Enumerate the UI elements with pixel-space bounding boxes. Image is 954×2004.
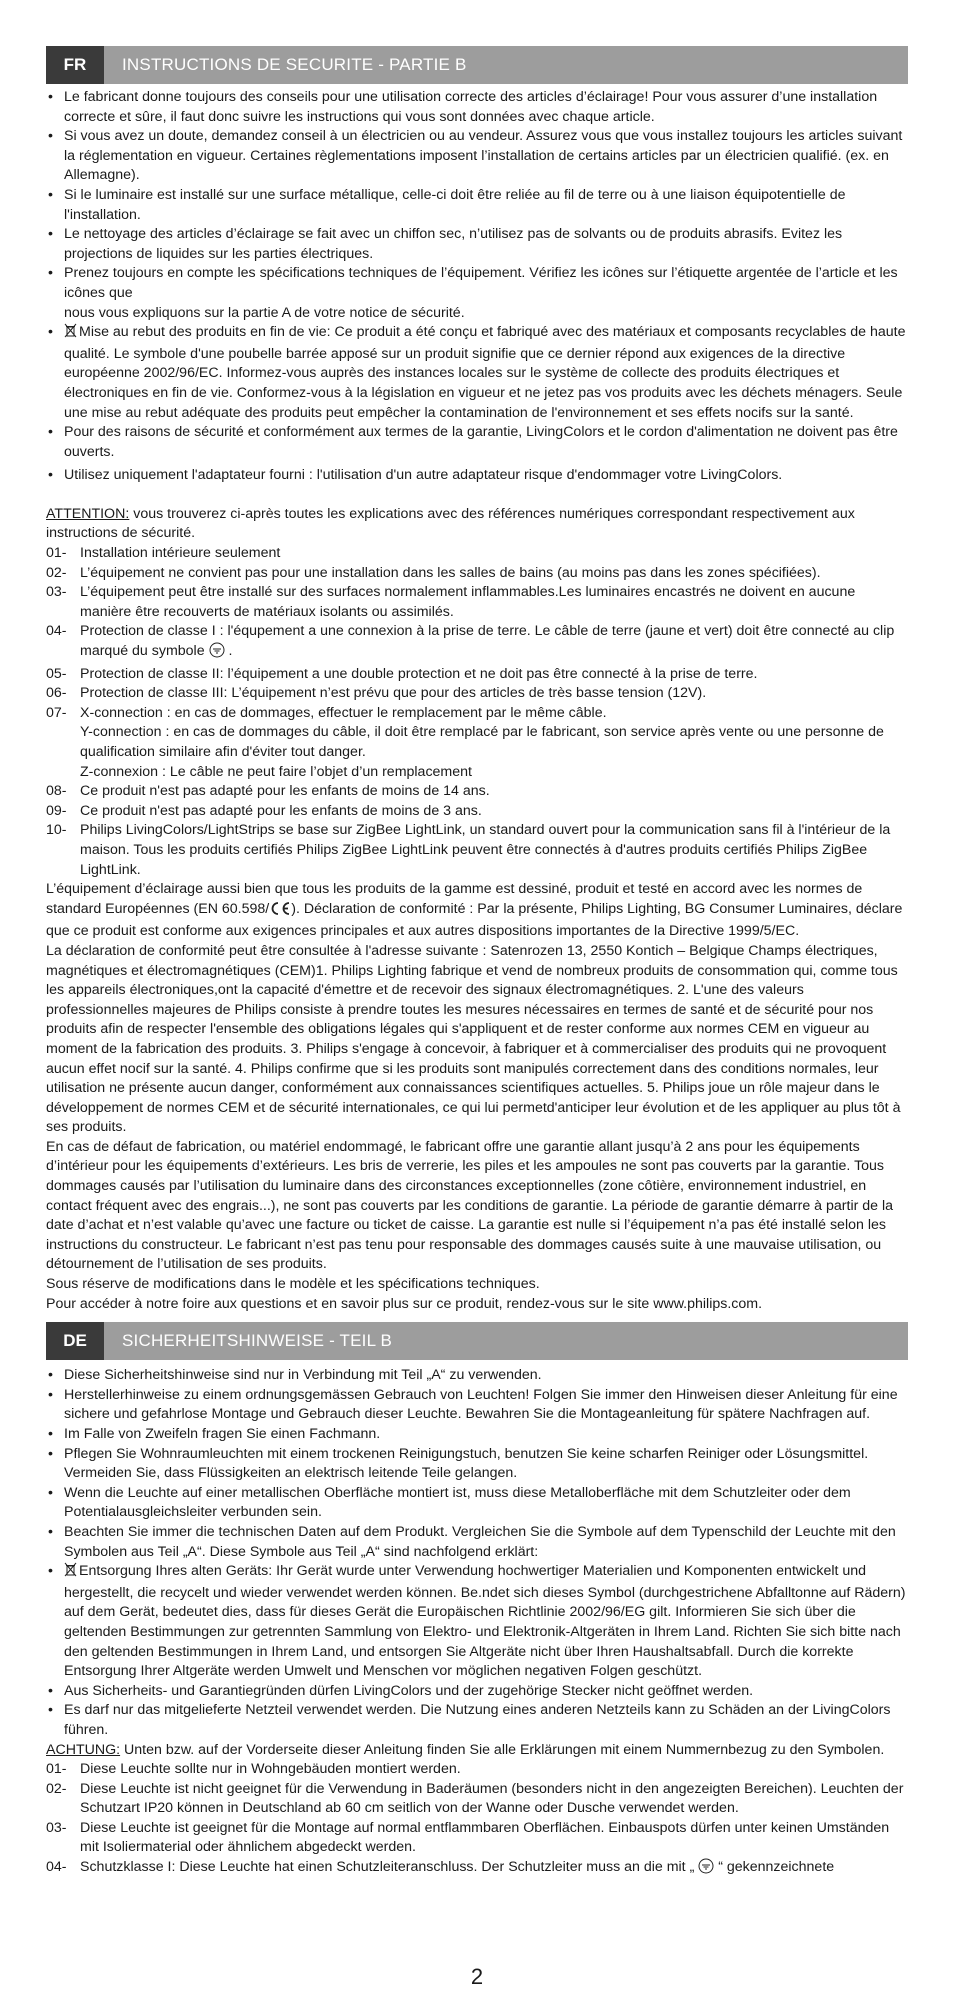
- fr-item-10: 10- Philips LivingColors/LightStrips se base sur ZigBee LightLink, un standard ouvert pour la communication sans fil à l'intérieur de la maison. Tous les produits certifiés Philips ZigBee LightLink peuvent être connectés à d'autres produits certifiés Philips ZigBee LightLink.: [46, 822, 891, 878]
- de-attention: [46, 1741, 908, 1761]
- section-header-de: [46, 1322, 908, 1360]
- crossed-out-bin-icon: [64, 323, 77, 345]
- fr-item-06: 06- Protection de classe III: L’équipement n’est prévu que pour des articles de très basse tension (12V).: [46, 685, 707, 702]
- earth-ground-icon: [209, 642, 225, 665]
- de-item-03: 03- Diese Leuchte ist geeignet für die Montage auf normal entflammbaren Oberflächen. Einbauspots dürfen unter keinen Umständen mit Isoliermaterial oder ähnlichem abgedeckt werden.: [46, 1819, 890, 1856]
- fr-item-07-z: Z-connexion : Le câble ne peut faire l’objet d’un remplacement: [80, 763, 472, 780]
- fr-attention: [46, 505, 908, 544]
- earth-ground-icon: [698, 1858, 714, 1881]
- de-bullet: • Wenn die Leuchte auf einer metallischen Oberfläche montiert ist, muss diese Metalloberfläche mit dem Schutzleiter oder dem Potentialausgleichsleiter verbunden sein.: [46, 1484, 908, 1523]
- fr-attention-label: ATTENTION:: [46, 505, 130, 522]
- de-bullet: • Aus Sicherheits- und Garantiegründen dürfen LivingColors und der zugehörige Stecker nicht geöffnet werden.: [46, 1682, 908, 1702]
- fr-item-03: 03- L’équipement peut être installé sur des surfaces normalement inflammables.Les luminaires encastrés ne doivent en aucune manière être recouverts de matériaux isolants ou assimilés.: [46, 584, 856, 620]
- fr-paragraph: Pour accéder à notre foire aux questions et en savoir plus sur ce produit, rendez-vous sur le site www.philips.com.: [46, 1295, 763, 1312]
- de-attention-label: ACHTUNG:: [46, 1741, 121, 1758]
- fr-attention-text: vous trouverez ci-après toutes les explications avec des références numériques correspondant respectivement aux instructions de sécurité.: [46, 505, 855, 542]
- fr-paragraph: Sous réserve de modifications dans le modèle et les spécifications techniques.: [46, 1276, 540, 1293]
- fr-item-07-y: Y-connection : en cas de dommages du câble, il doit être remplacé par le fabricant, son service après vente ou une personne de qualification similaire afin d'éviter tout danger.: [80, 724, 884, 760]
- de-attention-text: Unten bzw. auf der Vorderseite dieser Anleitung finden Sie alle Erklärungen mit einem Nummernbezug zu den Symbolen.: [120, 1741, 885, 1758]
- de-item-01: 01- Diese Leuchte sollte nur in Wohngebäuden montiert werden.: [46, 1761, 461, 1778]
- fr-disposal-bullet: [46, 323, 908, 423]
- fr-bullet: • Le nettoyage des articles d’éclairage se fait avec un chiffon sec, n’utilisez pas de solvants ou de produits abrasifs. Evitez les projections de liquides sur les parties électriques.: [46, 225, 908, 264]
- fr-bullet: • Utilisez uniquement l'adaptateur fourni : l'utilisation d'un autre adaptateur risque d'endommager votre LivingColors.: [46, 466, 908, 486]
- de-item-04: 04- Schutzklasse I: Diese Leuchte hat einen Schutzleiteranschluss. Der Schutzleiter muss an die mit „ “ gekennzeichnete: [46, 1858, 908, 1881]
- fr-item-02: 02- L’équipement ne convient pas pour une installation dans les salles de bains (au moins pas dans les zones spécifiées).: [46, 564, 821, 581]
- fr-bullet: • Prenez toujours en compte les spécifications techniques de l’équipement. Vérifiez les icônes sur l’étiquette argentée de l’article et les icônes que: [46, 264, 908, 303]
- manual-page: [46, 46, 908, 1881]
- fr-item-01: 01- Installation intérieure seulement: [46, 545, 281, 562]
- fr-item-08: 08- Ce produit n'est pas adapté pour les enfants de moins de 14 ans.: [46, 783, 490, 800]
- fr-paragraph: La déclaration de conformité peut être consultée à l'adresse suivante : Satenrozen 13, 2550 Kontich – Belgique Champs électriques, magnétiques et électromagnétiques (CEM)1. Philips Lighting fabrique et vend de nombreux produits de consommation qui, comme tous les appareils électroniques,ont la capacité d'émettre et de recevoir des signaux électromagnétiques. 2. L'une des valeurs professionnelles majeures de Philips consiste à prendre toutes les mesures nécessaires en termes de santé et de sécurité pour nos produits afin de respecter l'ensemble des obligations légales qui s'appliquent et de rester conforme aux normes CEM en vigueur au moment de la fabrication des produits. 3. Philips s'engage à concevoir, à fabriquer et à commercialiser des produits qui ne provoquent aucun effet nocif sur la santé. 4. Philips confirme que si les produits sont manipulés correctement dans des conditions normales, leur utilisation ne présente aucun danger, conformément aux connaissances scientifiques actuelles. 5. Philips joue un rôle majeur dans le développement de normes CEM et de sécurité internationales, ce qui lui permetd'anticiper leur évolution et de les appliquer au plus tôt à ses produits.: [46, 942, 901, 1136]
- fr-bullet: • Pour des raisons de sécurité et conformément aux termes de la garantie, LivingColors et le cordon d'alimentation ne doivent pas être ouverts.: [46, 423, 908, 462]
- fr-bullet: • Si le luminaire est installé sur une surface métallique, celle-ci doit être reliée au fil de terre ou à une liaison équipotentielle de l'installation.: [46, 186, 908, 225]
- fr-disposal-text: Mise au rebut des produits en fin de vie: Ce produit a été conçu et fabriqué avec des matériaux et composants recyclables de haute qualité. Le symbole d'une poubelle barrée apposé sur un produit signifie que ce dernier répond aux exigences de la directive européenne 2002/96/EC. Informez-vous auprès des instances locales sur le système de collecte des produits électriques et électroniques en fin de vie. Conformez-vous à la législation en vigueur et ne jetez pas vos produits avec les déchets ménagers. Seule une mise au rebut adéquate des produits peut empêcher la contamination de l'environnement et ses effets nocifs sur la santé.: [64, 324, 906, 421]
- section-header-fr: [46, 46, 908, 84]
- fr-paragraph: En cas de défaut de fabrication, ou matériel endommagé, le fabricant offre une garantie allant jusqu’à 2 ans pour les équipements d’intérieur pour les équipements d’extérieurs. Les bris de verrerie, les piles et les ampoules ne sont pas couverts par la garantie. Tous dommages causés par l’utilisation du luminaire dans des circonstances exceptionnelles (zone côtière, environnement industriel, en contact fréquent avec des engrais...), ne sont pas couverts par les conditions de garantie. La période de garantie démarre à partir de la date d’achat et n’est valable qu’avec une facture ou ticket de caisse. La garantie est nulle si l’équipement n’a pas été installé selon les instructions du constructeur. Le fabricant n’est pas tenu pour responsable des dommages causés suite à une mauvaise utilisation, ou détournement de l’utilisation de ses produits.: [46, 1138, 894, 1273]
- de-disposal-text: Entsorgung Ihres alten Geräts: Ihr Gerät wurde unter Verwendung hochwertiger Materialien und Komponenten entwickelt und hergestellt, die recycelt und wieder verwendet werden können. Be.ndet sich dieses Symbol (durchgestrichene Abfalltonne auf Rädern) auf dem Gerät, bedeutet dies, dass für dieses Gerät die Europäischen Richtlinie 2002/96/EG gilt. Informieren Sie sich über die geltenden Bestimmungen zur getrennten Sammlung von Elektro- und Elektronik-Altgeräten in Ihrem Land. Richten Sie sich bitte nach den geltenden Bestimmungen in Ihrem Land, und entsorgen Sie Altgeräte nicht über Ihren Haushaltsabfall. Durch die korrekte Entsorgung Ihrer Altgeräte werden Umwelt und Menschen vor möglichen negativen Folgen geschützt.: [64, 1563, 906, 1680]
- de-body: [46, 1366, 908, 1880]
- fr-item-05: 05- Protection de classe II: l’équipement a une double protection et ne doit pas être connecté à la prise de terre.: [46, 665, 758, 682]
- page-number: 2: [470, 1964, 484, 1989]
- fr-bullet: • Si vous avez un doute, demandez conseil à un électricien ou au vendeur. Assurez vous que vous installez toujours les articles suivant la réglementation en vigueur. Certaines règlementations imposent l’installation de certains articles par un électricien qualifié. (ex. en Allemagne).: [46, 127, 908, 186]
- fr-item-07: 07- X-connection : en cas de dommages, effectuer le remplacement par le même câble.: [46, 704, 607, 721]
- fr-bullet: • Le fabricant donne toujours des conseils pour une utilisation correcte des articles d’éclairage! Pour vous assurer d’une installation correcte et sûre, il faut donc suivre les instructions qui vous sont données avec chaque article.: [46, 88, 908, 127]
- ce-mark-icon: [269, 901, 291, 923]
- fr-bullet-continuation: nous vous expliquons sur la partie A de votre notice de sécurité.: [64, 304, 465, 321]
- de-item-02: 02- Diese Leuchte ist nicht geeignet für die Verwendung in Baderäumen (besonders nicht in den angezeigten Bereichen). Leuchten der Schutzart IP20 können in Deutschland ab 60 cm seitlich von der Wanne oder Dusche verwendet werden.: [46, 1780, 904, 1817]
- de-bullet: • Es darf nur das mitgelieferte Netzteil verwendet werden. Die Nutzung eines anderen Netzteils kann zu Schäden an der LivingColors führen.: [46, 1701, 908, 1740]
- language-tag-fr: FR: [46, 46, 104, 84]
- fr-conformity: L’équipement d’éclairage aussi bien que tous les produits de la gamme est dessiné, produit et testé en accord avec les normes de standard Européennes (EN 60.598/ ). Déclaration de conformité : Par la présente, Philips Lighting, BG Consumer Luminaires, déclare que ce produit est conforme aux exigences principales et aux autres dispositions importantes de la Directive 1999/5/EC.: [46, 881, 903, 940]
- section-title-fr: INSTRUCTIONS DE SECURITE - PARTIE B: [104, 46, 908, 84]
- section-title-de: SICHERHEITSHINWEISE - TEIL B: [104, 1322, 908, 1360]
- de-bullet: • Beachten Sie immer die technischen Daten auf dem Produkt. Vergleichen Sie die Symbole auf dem Typenschild der Leuchte mit den Symbolen aus Teil „A“. Diese Symbole aus Teil „A“ sind nachfolgend erklärt:: [46, 1523, 908, 1562]
- fr-item-04: 04- Protection de classe I : l'équpement a une connexion à la prise de terre. Le câble de terre (jaune et vert) doit être connecté au clip marqué du symbole .: [46, 622, 908, 664]
- de-bullet: • Pflegen Sie Wohnraumleuchten mit einem trockenen Reinigungstuch, benutzen Sie keine scharfen Reiniger oder Lösungsmittel. Vermeiden Sie, dass Flüssigkeiten an elektrisch leitende Teile gelangen.: [46, 1445, 908, 1484]
- fr-item-09: 09- Ce produit n'est pas adapté pour les enfants de moins de 3 ans.: [46, 802, 482, 819]
- crossed-out-bin-icon: [64, 1562, 77, 1584]
- fr-body: [46, 88, 908, 1314]
- language-tag-de: DE: [46, 1322, 104, 1360]
- de-bullet: • Im Falle von Zweifeln fragen Sie einen Fachmann.: [46, 1425, 908, 1445]
- de-disposal-bullet: [46, 1562, 908, 1682]
- de-bullet: • Herstellerhinweise zu einem ordnungsgemässen Gebrauch von Leuchten! Folgen Sie immer den Hinweisen dieser Anleitung für eine sichere und gefahrlose Montage und Gebrauch dieser Leuchte. Bewahren Sie die Montageanleitung für spätere Nachfragen auf.: [46, 1386, 908, 1425]
- de-bullet: • Diese Sicherheitshinweise sind nur in Verbindung mit Teil „A“ zu verwenden.: [46, 1366, 908, 1386]
